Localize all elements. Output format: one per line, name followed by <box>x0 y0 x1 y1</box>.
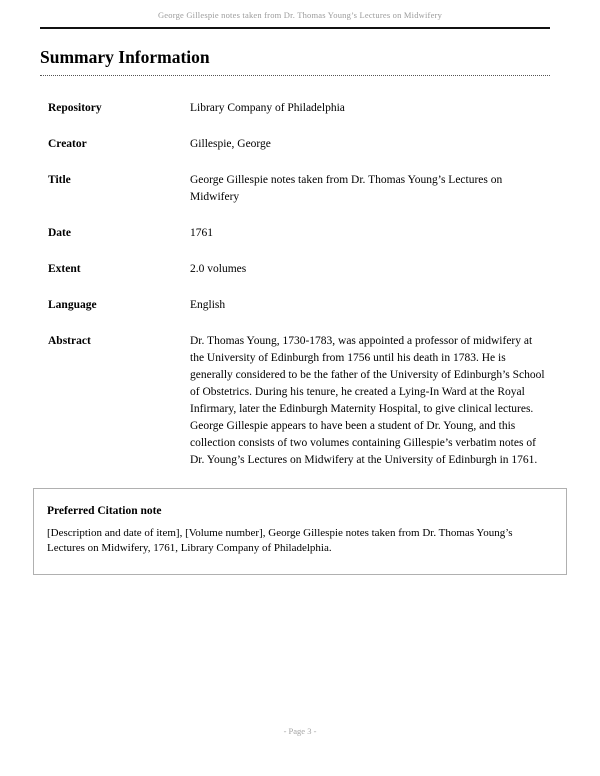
page-content <box>40 47 550 575</box>
dotted-divider <box>40 75 550 76</box>
header-rule <box>40 27 550 29</box>
row-label: Title <box>48 174 71 186</box>
row-value: Library Company of Philadelphia <box>190 102 345 114</box>
row-label: Language <box>48 299 97 311</box>
table-row-repository <box>48 100 550 117</box>
row-label: Date <box>48 227 71 239</box>
row-value: English <box>190 299 226 311</box>
row-value: Dr. Thomas Young, 1730-1783, was appointed a professor of midwifery at the University of Edinburgh from 1756 until his death in 1783. He is generally considered to be the father of the University of Edinburgh’s School of Obstetrics. During his tenure, he created a Lying-In Ward at the Royal Infirmary, later the Edinburgh Maternity Hospital, to give clinical lectures. George Gillespie appears to have been a student of Dr. Young, and this collection consists of two volumes containing Gillespie’s verbatim notes of Dr. Young’s Lectures on Midwifery at the University of Edinburgh in 1761. <box>190 335 545 466</box>
row-label: Creator <box>48 138 87 150</box>
running-header-title: George Gillespie notes taken from Dr. Thomas Young’s Lectures on Midwifery <box>157 10 443 20</box>
row-value: George Gillespie notes taken from Dr. Thomas Young’s Lectures on Midwifery <box>190 174 503 203</box>
row-value: 2.0 volumes <box>190 263 247 275</box>
table-row-language <box>48 297 550 314</box>
row-value: Gillespie, George <box>190 138 271 150</box>
table-row-date <box>48 225 550 242</box>
row-label: Extent <box>48 263 81 275</box>
row-label: Repository <box>48 102 102 114</box>
citation-heading: Preferred Citation note <box>47 505 162 517</box>
page-footer: - Page 3 - <box>283 726 317 736</box>
citation-text: [Description and date of item], [Volume number], George Gillespie notes taken from Dr. Thomas Young’s Lectures on Midwifery, 1761, Library Company of Philadelphia. <box>47 527 513 554</box>
summary-table <box>48 100 550 469</box>
table-row-creator <box>48 136 550 153</box>
row-label: Abstract <box>48 335 91 347</box>
preferred-citation-box <box>33 488 567 575</box>
table-row-extent <box>48 261 550 278</box>
row-value: 1761 <box>190 227 213 239</box>
table-row-title <box>48 172 550 206</box>
page-title: Summary Information <box>40 47 210 67</box>
table-row-abstract <box>48 333 550 469</box>
